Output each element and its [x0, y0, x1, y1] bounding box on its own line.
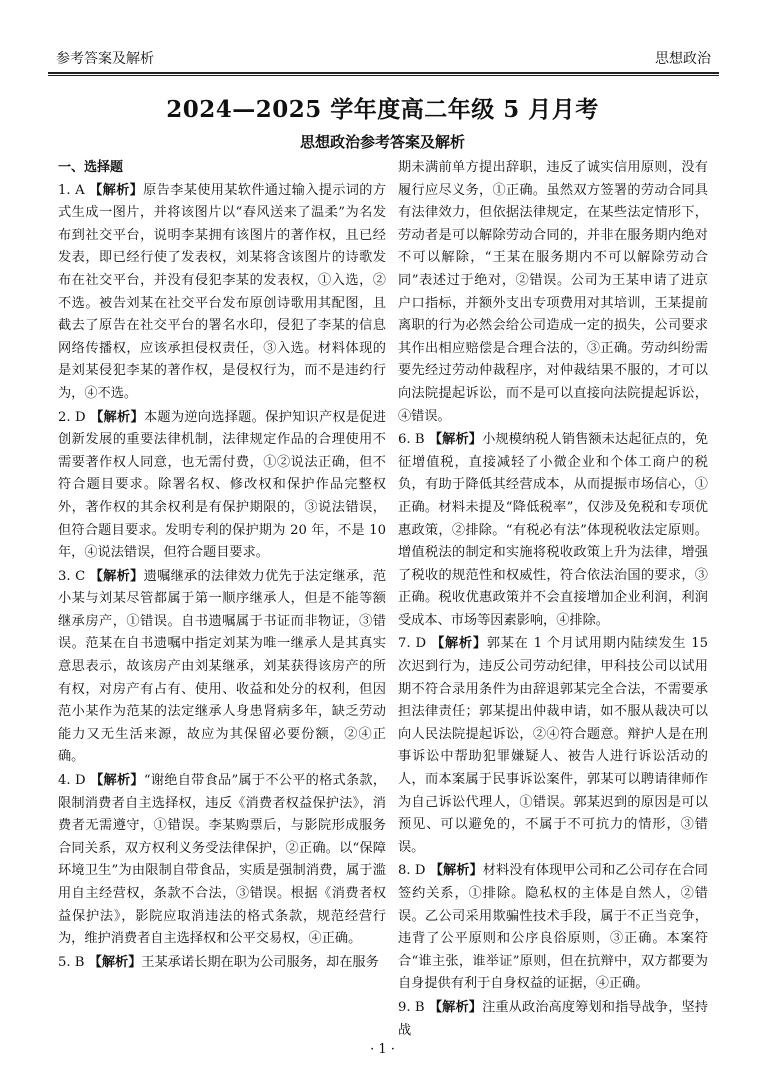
- answer-text: 遗嘱继承的法律效力优先于法定继承，范小某与刘某尽管都属于第一顺序继承人，但是不能等额继承房产，①错误。自书遗嘱属于书证而非物证，③错误。范某在自书遗嘱中指定刘某为唯一继承人是其真实意思表示，故该房产由刘某继承，刘某获得该房产的所有权，对房产有占有、使用、收益和处分的权利，但因范小某作为范某的法定继承人身患肾病多年，缺乏劳动能力又无生活来源，故应为其保留必要份额，②④正确。: [58, 568, 387, 765]
- answer-text: 小规模纳税人销售额未达起征点的，免征增值税，直接减轻了小微企业和个体工商户的税负，有助于降低其经营成本，从而提振市场信心，①正确。材料未提及“降低税率”，仅涉及免税和专项优惠政策，②排除。“有税必有法”体现税收法定原则。增值税法的制定和实施将税收政策上升为法律，增强了税收的规范性和权威性，符合依法治国的要求，③正确。税收优惠政策并不会直接增加企业利润，利润受成本、市场等因素影响，④排除。: [398, 432, 709, 628]
- answer-number: 3. C: [58, 568, 86, 584]
- page-title: 2024—2025 学年度高二年级 5 月月考: [166, 96, 599, 123]
- analysis-tag: 【解析】: [428, 999, 483, 1015]
- analysis-tag: 【解析】: [90, 409, 144, 425]
- answer-text: 注重从政治高度筹划和指导战争，坚持战: [398, 999, 709, 1038]
- answer-item: [398, 633, 708, 859]
- answer-number: 1. A: [58, 182, 85, 198]
- analysis-tag: 【解析】: [89, 568, 144, 584]
- answer-number: 6. B: [398, 432, 425, 448]
- page-header: [48, 46, 719, 68]
- answer-number: 4. D: [58, 773, 86, 789]
- answer-text: 本题为逆向选择题。保护知识产权是促进创新发展的重要法律机制，法律规定作品的合理使用不需要著作权人同意，也无需付费，①②说法正确，但不符合题目要求。除署名权、修改权和保护作品完整权外，著作权的其余权利是有保护期限的，③说法错误，但符合题目要求。发明专利的保护期为 20 年，不是 10 年，④说法错误，但符合题目要求。: [58, 409, 386, 561]
- analysis-tag: 【解析】: [90, 773, 144, 789]
- page-number: · 1 ·: [370, 1042, 395, 1057]
- header-left: 参考答案及解析: [56, 51, 154, 67]
- answer-item: [58, 566, 386, 769]
- answer-number: 5. B: [58, 954, 85, 970]
- answer-number: 7. D: [398, 636, 427, 652]
- header-rule: [48, 72, 719, 74]
- answer-number: 2. D: [58, 409, 86, 425]
- answer-number: 8. D: [398, 863, 426, 879]
- header-rule-thin: [48, 75, 719, 76]
- answer-text: 期未满前单方提出辞职，违反了诚实信用原则，没有履行应尽义务，①正确。虽然双方签署的劳动合同具有法律效力，但依据法律规定，在某些法定情形下，劳动者是可以解除劳动合同的，并非在服务期内绝对不可以解除，“王某在服务期内不可以解除劳动合同”表述过于绝对，②错误。公司为王某申请了进京户口指标，并额外支出专项费用对其培训，王某提前离职的行为必然会给公司造成一定的损失，公司要求其作出相应赔偿是合理合法的，③正确。劳动纠纷需要先经过劳动仲裁程序，对仲裁结果不服的，才可以向法院提起诉讼，而不是可以直接向法院提起诉讼，④错误。: [398, 160, 708, 424]
- header-right: 思想政治: [655, 51, 711, 67]
- answer-item: [58, 180, 386, 406]
- answer-item: [58, 952, 386, 975]
- page-subtitle: 思想政治参考答案及解析: [299, 133, 465, 151]
- answer-number: 9. B: [398, 999, 425, 1015]
- analysis-tag: 【解析】: [431, 636, 487, 652]
- right-column: [398, 157, 708, 1043]
- answer-text: 郭某在 1 个月试用期内陆续发生 15 次迟到行为，违反公司劳动纪律，甲科技公司以试用期不符合录用条件为由辞退郭某完全合法，不需要承担法律责任；郭某提出仲裁申请，如不服从裁决可以向人民法院提起诉讼，②④符合题意。辩护人是在刑事诉讼中帮助犯罪嫌疑人、被告人进行诉讼活动的人，而本案属于民事诉讼案件，郭某可以聘请律师作为自己诉讼代理人，①错误。郭某迟到的原因是可以预见、可以避免的，不属于不可抗力的情形，③错误。: [398, 636, 708, 855]
- answer-text: 材料没有体现甲公司和乙公司存在合同签约关系，①排除。隐私权的主体是自然人，②错误。乙公司采用欺骗性技术手段，属于不正当竞争，违背了公平原则和公序良俗原则，③正确。本案符合“谁主张，谁举证”原则，但在抗辩中，双方都要为自身提供有利于自身权益的证据，④正确。: [398, 863, 708, 992]
- analysis-tag: 【解析】: [429, 863, 483, 879]
- answer-item: [398, 429, 708, 632]
- answer-text: 王某承诺长期在职为公司服务，却在服务: [141, 954, 379, 970]
- answer-item: [398, 997, 708, 1042]
- answer-text: 原告李某使用某软件通过输入提示词的方式生成一图片，并将该图片以“春风送来了温柔”为名发布到社交平台，说明李某拥有该图片的著作权，且已经发表，即已经行使了发表权，刘某将含该图片的诗歌发布在社交平台，并没有侵犯李某的发表权，①入选，②不选。被告刘某在社交平台发布原创诗歌用其配图，且截去了原告在社交平台的署名水印，侵犯了李某的信息网络传播权，应该承担侵权责任，③入选。材料体现的是刘某侵犯李某的著作权，是侵权行为，而不是违约行为，④不选。: [58, 182, 386, 401]
- answer-item: [58, 770, 386, 951]
- analysis-tag: 【解析】: [428, 432, 483, 448]
- answer-text: “谢绝自带食品”属于不公平的格式条款，限制消费者自主选择权，违反《消费者权益保护法》，消费者无需遵守，①错误。李某购票后，与影院形成服务合同关系，双方权利义务受法律保护，②正确。以“保障环境卫生”为由限制自带食品，实质是强制消费，属于滥用自主经营权，条款不合法，③错误。根据《消费者权益保护法》，影院应取消违法的格式条款，规范经营行为，维护消费者自主选择权和公平交易权，④正确。: [58, 773, 387, 947]
- analysis-tag: 【解析】: [89, 182, 144, 198]
- answer-item: [398, 860, 708, 996]
- left-column: [58, 157, 386, 975]
- answer-item-continued: [398, 157, 708, 428]
- answer-item: [58, 407, 386, 565]
- section-heading: 一、选择题: [58, 160, 124, 175]
- analysis-tag: 【解析】: [88, 954, 142, 970]
